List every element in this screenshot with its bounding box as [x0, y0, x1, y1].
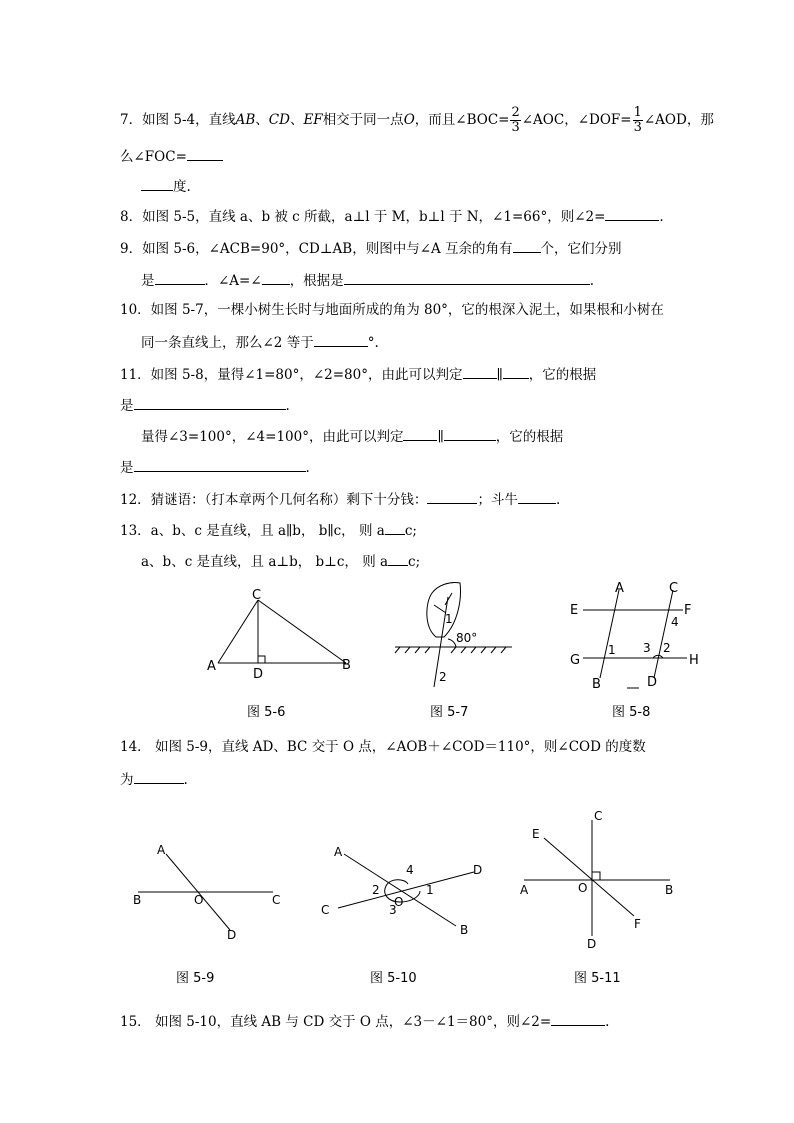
q10-line1 — [120, 301, 664, 319]
q15-text-b: . — [605, 1014, 610, 1030]
q7-sep1: 、 — [255, 112, 269, 128]
q15-line — [120, 1011, 609, 1031]
fig56-right-angle-mark — [258, 656, 265, 663]
q7-frac1-den: 3 — [511, 120, 520, 135]
fig58-line-cd — [654, 590, 673, 678]
fig58-label-g: G — [570, 653, 581, 668]
q14-text-a: 14． 如图 5-9，直线 AD、BC 交于 O 点，∠AOB＋∠COD＝110°，则∠COD 的度数 — [120, 739, 646, 755]
q12-text-a: 12．猜谜语：（打本章两个几何名称）剩下十分钱： — [120, 492, 428, 508]
q8-text: 8．如图 5-5，直线 a、b 被 c 所截，a⊥l 于 M，b⊥l 于 N，∠1=66°，则∠2= — [120, 209, 606, 225]
fig511-label-a: A — [520, 883, 529, 897]
q7-frac2-den: 3 — [633, 120, 642, 135]
fig511-right-angle-mark — [592, 872, 600, 880]
q11-text-h: . — [305, 460, 310, 476]
fig59-caption: 图 5-9 — [176, 971, 215, 986]
fig59-label-a: A — [157, 843, 166, 857]
q9-line2 — [141, 270, 594, 290]
q7-line2 — [120, 146, 223, 166]
figure-5-10 — [316, 836, 496, 946]
figure-5-9 — [128, 836, 288, 946]
fig56-side-ca — [218, 600, 258, 663]
fig56-label-c: C — [252, 588, 262, 603]
q11-blank-4[interactable] — [403, 426, 437, 441]
q7-fraction-1 — [510, 106, 520, 135]
q11-text-g: 是 — [120, 460, 134, 476]
q15-text-a: 15． 如图 5-10，直线 AB 与 CD 交于 O 点，∠3－∠1＝80°，则∠2= — [120, 1014, 552, 1030]
fig511-label-c: C — [594, 809, 603, 823]
fig510-label-b: B — [460, 923, 469, 937]
q11-parallel-1: ∥ — [496, 367, 503, 383]
q7-sep2: 、 — [289, 112, 304, 128]
q9-blank-4[interactable] — [344, 270, 590, 285]
q7-cd: CD — [268, 112, 290, 128]
fig57-angle-arc — [448, 639, 456, 647]
q7-line3 — [141, 176, 191, 196]
q12-text-b: ；斗牛 — [477, 492, 518, 508]
fig58-label-c: C — [669, 581, 679, 596]
q7-blank-2[interactable] — [141, 176, 173, 191]
q14-text-b: 为 — [120, 772, 134, 788]
q7-ab: AB — [235, 112, 256, 128]
q11-blank-3[interactable] — [134, 395, 286, 410]
fig58-line-ab — [600, 590, 619, 678]
q13-text-a: 13．a、b、c 是直线，且 a∥b， b∥c， 则 a — [120, 523, 385, 539]
q10-blank[interactable] — [314, 332, 368, 347]
fig58-label-h: H — [689, 653, 699, 668]
fig510-caption: 图 5-10 — [370, 971, 417, 986]
fig57-label-80: 80° — [456, 631, 478, 645]
fig57-tree-leaf — [427, 582, 461, 637]
fig510-label-1: 1 — [426, 883, 434, 897]
q9-blank-1[interactable] — [513, 238, 541, 253]
q11-line3 — [141, 426, 563, 446]
fig58-label-4: 4 — [671, 615, 679, 629]
fig56-label-d: D — [253, 667, 264, 682]
fig58-label-b: B — [592, 677, 601, 692]
q9-text-a: 9．如图 5-6，∠ACB=90°，CD⊥AB，则图中与∠A 互余的角有 — [120, 241, 513, 257]
figure-5-6 — [196, 585, 371, 690]
fig59-label-d: D — [227, 928, 237, 942]
fig59-label-o: O — [194, 893, 204, 907]
q14-text-c: . — [183, 772, 188, 788]
figure-5-8 — [565, 578, 710, 693]
fig510-label-o: O — [394, 895, 404, 909]
q7-text-g: 度. — [173, 179, 191, 195]
fig511-label-b: B — [665, 883, 674, 897]
q7-line1 — [120, 106, 714, 135]
fig58-label-e: E — [570, 603, 579, 618]
fig58-caption: 图 5-8 — [612, 705, 651, 720]
q10-line2 — [141, 332, 379, 352]
fig58-label-d: D — [647, 675, 658, 690]
q8-end: . — [659, 209, 664, 225]
q9-text-e: ，根据是 — [289, 273, 344, 289]
q14-line1 — [120, 738, 646, 756]
q7-frac2-num: 1 — [633, 105, 642, 120]
q13-text-c: a、b、c 是直线，且 a⊥b， b⊥c， 则 a — [141, 554, 389, 570]
fig510-label-d: D — [473, 863, 483, 877]
fig511-label-d: D — [587, 937, 597, 951]
fig510-label-3: 3 — [389, 903, 397, 917]
q9-text-f: . — [589, 273, 594, 289]
figure-5-7 — [390, 575, 520, 695]
fig59-label-b: B — [133, 893, 142, 907]
q11-text-b: ，它的根据 — [528, 367, 597, 383]
q8-blank[interactable] — [605, 206, 659, 221]
q8-line — [120, 206, 664, 226]
q13-blank-2[interactable] — [388, 551, 408, 566]
fig56-label-a: A — [207, 659, 216, 674]
q11-text-a: 11．如图 5-8，量得∠1=80°，∠2=80°，由此可以判定 — [120, 367, 463, 383]
q13-text-b: c; — [404, 523, 417, 539]
fig511-label-e: E — [532, 827, 540, 841]
fig510-line-cd — [338, 872, 474, 908]
fig58-label-3: 3 — [643, 641, 651, 655]
q11-blank-5[interactable] — [444, 426, 496, 441]
fig58-label-2: 2 — [663, 641, 671, 655]
q7-text-b: 相交于同一点 — [322, 112, 404, 128]
fig57-leaf-vein-2 — [445, 593, 452, 605]
q11-blank-2[interactable] — [503, 364, 529, 379]
q11-line2 — [120, 395, 290, 415]
q7-o: O — [403, 112, 415, 128]
fig511-line-ef — [544, 838, 634, 916]
fig57-ground-hatching — [395, 647, 506, 653]
q12-blank-2[interactable] — [518, 489, 556, 504]
fig511-label-f: F — [634, 917, 641, 931]
fig511-label-o: O — [578, 881, 588, 895]
figure-5-11 — [512, 806, 692, 951]
q9-line1 — [120, 238, 622, 258]
q11-text-d: . — [285, 398, 290, 414]
q14-line2 — [120, 769, 188, 789]
q9-text-b: 个，它们分别 — [540, 241, 622, 257]
q14-blank[interactable] — [134, 769, 184, 784]
fig58-label-f: F — [684, 603, 692, 618]
fig56-side-cb — [258, 600, 346, 663]
q13-line1 — [120, 520, 417, 540]
q7-frac1-num: 2 — [511, 105, 520, 120]
q15-blank[interactable] — [551, 1011, 605, 1026]
fig56-caption: 图 5-6 — [247, 705, 286, 720]
q9-blank-3[interactable] — [262, 270, 290, 285]
q7-text-a: 7．如图 5-4，直线 — [120, 112, 236, 128]
q10-text-c: °. — [367, 335, 379, 351]
fig510-line-ab — [344, 854, 456, 926]
q11-blank-6[interactable] — [134, 457, 306, 472]
q7-text-d: ∠AOC，∠DOF= — [521, 112, 632, 128]
q12-line — [120, 489, 560, 509]
q12-blank-1[interactable] — [427, 489, 477, 504]
fig57-caption: 图 5-7 — [430, 705, 469, 720]
q10-text-a: 10．如图 5-7，一棵小树生长时与地面所成的角为 80°，它的根深入泥土，如果根和小树在 — [120, 302, 664, 318]
fig56-label-b: B — [342, 658, 351, 673]
fig511-caption: 图 5-11 — [574, 971, 621, 986]
fig57-label-2: 2 — [439, 670, 447, 684]
q7-fraction-2 — [633, 106, 643, 135]
q13-text-d: c; — [408, 554, 421, 570]
q7-text-e: ∠AOD，那 — [643, 112, 714, 128]
q7-ef: EF — [303, 112, 323, 128]
q11-line1 — [120, 364, 596, 384]
q13-blank-1[interactable] — [385, 520, 405, 535]
q11-text-e: 量得∠3=100°，∠4=100°，由此可以判定 — [141, 429, 404, 445]
q11-line4 — [120, 457, 310, 477]
q11-text-f: ，它的根据 — [495, 429, 564, 445]
q10-text-b: 同一条直线上，那么∠2 等于 — [141, 335, 314, 351]
fig510-label-a: A — [334, 845, 343, 859]
q11-parallel-2: ∥ — [437, 429, 444, 445]
q13-line2 — [141, 551, 420, 571]
fig59-label-c: C — [272, 893, 281, 907]
q12-text-c: . — [555, 492, 561, 508]
q7-text-f: 么∠FOC= — [120, 149, 187, 165]
fig58-label-a: A — [615, 581, 624, 596]
fig57-label-1: 1 — [445, 612, 453, 626]
q7-text-c: ，而且∠BOC= — [414, 112, 510, 128]
q7-blank-1[interactable] — [187, 146, 223, 161]
q9-text-d: ．∠A=∠ — [204, 273, 262, 289]
q9-text-c: 是 — [141, 273, 155, 289]
q9-blank-2[interactable] — [155, 270, 205, 285]
fig58-label-1: 1 — [608, 643, 616, 657]
fig510-label-c: C — [321, 903, 330, 917]
q11-text-c: 是 — [120, 398, 134, 414]
fig510-label-2: 2 — [372, 883, 380, 897]
q11-blank-1[interactable] — [463, 364, 497, 379]
fig510-label-4: 4 — [406, 863, 414, 877]
